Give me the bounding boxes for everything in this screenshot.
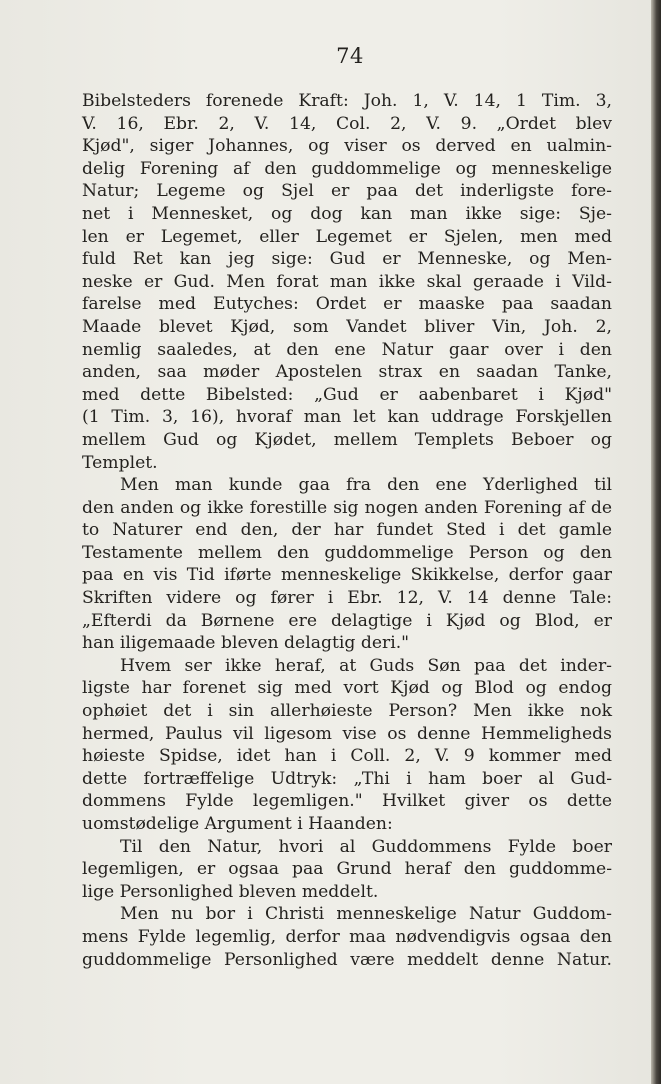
body-text [82, 90, 612, 971]
text-line: „Efterdi da Børnene ere delagtige i Kjød og Blod, er [82, 610, 612, 631]
text-line: guddommelige Personlighed være meddelt denne Natur. [82, 949, 612, 970]
text-line: Natur; Legeme og Sjel er paa det inderligste fore- [82, 181, 612, 202]
text-line: nemlig saaledes, at den ene Natur gaar over i den [82, 339, 612, 360]
text-line: mens Fylde legemlig, derfor maa nødvendigvis ogsaa den [82, 926, 612, 947]
page-edge-shadow [651, 0, 661, 1084]
text-line: ophøiet det i sin allerhøieste Person? Men ikke nok [82, 701, 612, 722]
text-line: paa en vis Tid iførte menneskelige Skikkelse, derfor gaar [82, 565, 612, 586]
text-line: fuld Ret kan jeg sige: Gud er Menneske, og Men- [82, 249, 612, 270]
text-line: hermed, Paulus vil ligesom vise os denne Hemmeligheds [82, 723, 612, 744]
text-line: Templet. [82, 452, 158, 473]
text-line: uomstødelige Argument i Haanden: [82, 814, 393, 834]
text-line: len er Legemet, eller Legemet er Sjelen, men med [82, 226, 612, 247]
text-line: farelse med Eutyches: Ordet er maaske paa saadan [82, 294, 612, 315]
text-line: dette fortræffelige Udtryk: „Thi i ham boer al Gud- [82, 768, 612, 789]
text-line: neske er Gud. Men forat man ikke skal geraade i Vild- [82, 271, 612, 292]
text-line: delig Forening af den guddommelige og menneskelige [82, 158, 612, 179]
text-line: legemligen, er ogsaa paa Grund heraf den guddomme- [82, 859, 612, 880]
text-line: den anden og ikke forestille sig nogen anden Forening af de [82, 497, 612, 518]
text-line: høieste Spidse, idet han i Coll. 2, V. 9 kommer med [82, 746, 612, 767]
text-line: mellem Gud og Kjødet, mellem Templets Beboer og [82, 429, 612, 450]
text-line: med dette Bibelsted: „Gud er aabenbaret i Kjød" [82, 384, 612, 405]
text-line: V. 16, Ebr. 2, V. 14, Col. 2, V. 9. „Ordet blev [82, 113, 612, 134]
text-line: anden, saa møder Apostelen strax en saadan Tanke, [82, 362, 612, 383]
text-line: to Naturer end den, der har fundet Sted i det gamle [82, 520, 612, 541]
text-line: ligste har forenet sig med vort Kjød og Blod og endog [82, 678, 612, 699]
text-line: dommens Fylde legemligen." Hvilket giver os dette [82, 791, 612, 812]
text-line: Kjød", siger Johannes, og viser os derved en ualmin- [82, 136, 612, 157]
text-line: han iligemaade bleven delagtig deri." [82, 633, 410, 654]
text-line: Testamente mellem den guddommelige Person og den [82, 542, 612, 563]
text-line: Men nu bor i Christi menneskelige Natur Guddom- [120, 904, 612, 925]
text-line: Men man kunde gaa fra den ene Yderlighed til [120, 475, 612, 496]
text-line: (1 Tim. 3, 16), hvoraf man let kan uddrage Forskjellen [82, 407, 612, 428]
text-line: Hvem ser ikke heraf, at Guds Søn paa det inder- [120, 655, 612, 676]
text-line: Bibelsteders forenede Kraft: Joh. 1, V. 14, 1 Tim. 3, [82, 91, 612, 111]
text-line: net i Mennesket, og dog kan man ikke sige: Sje- [82, 203, 612, 224]
text-line: lige Personlighed bleven meddelt. [82, 881, 379, 902]
text-line: Skriften videre og fører i Ebr. 12, V. 14 denne Tale: [82, 588, 612, 609]
page-number: 74 [336, 44, 364, 68]
text-line: Maade blevet Kjød, som Vandet bliver Vin, Joh. 2, [82, 316, 612, 337]
text-line: Til den Natur, hvori al Guddommens Fylde boer [120, 836, 612, 857]
